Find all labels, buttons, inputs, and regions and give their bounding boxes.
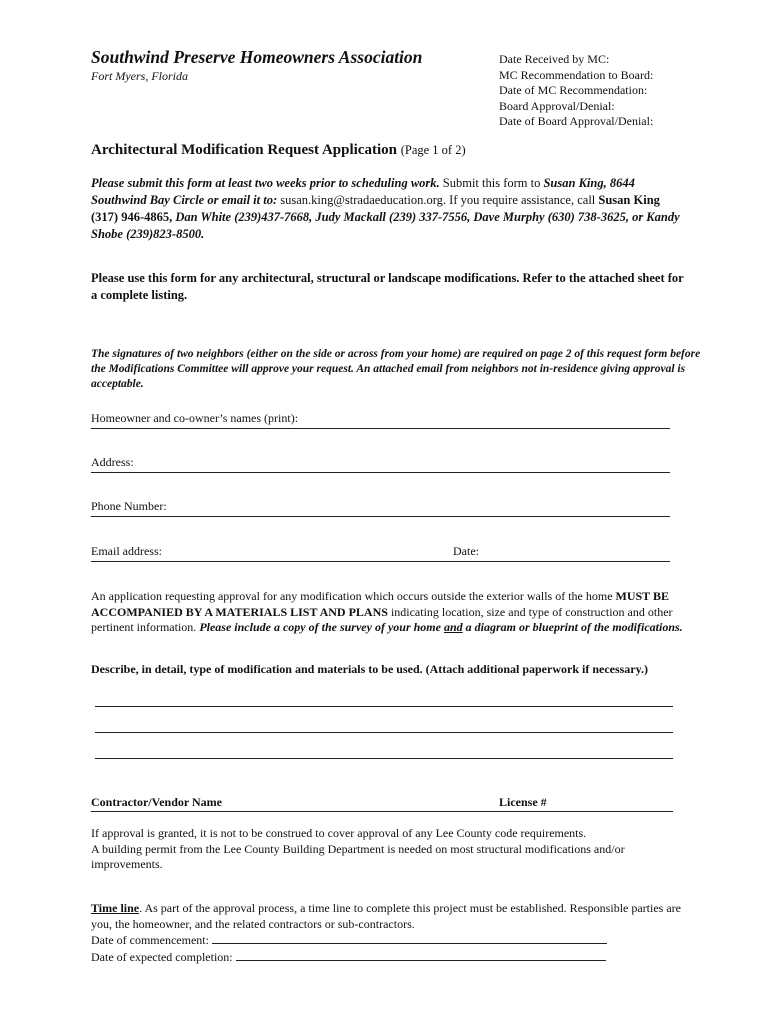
description-line-2[interactable] <box>95 732 673 733</box>
form-title <box>91 142 466 159</box>
admin-field-mc-recommendation: MC Recommendation to Board: <box>499 67 654 82</box>
describe-modification-label: Describe, in detail, type of modification and materials to be used. (Attach additional paperwork if necessary.) <box>91 662 648 676</box>
completion-label: Date of expected completion: <box>91 949 233 964</box>
submit-contact: Susan King, 8644 Southwind Bay Circle or email it to: <box>91 176 635 207</box>
diagram-request: a diagram or blueprint of the modifications. <box>465 620 683 634</box>
plans-requirement-note <box>91 589 696 636</box>
submission-instructions <box>91 175 681 243</box>
date-field-label: Date: <box>453 544 479 558</box>
address-field-label: Address: <box>91 455 134 469</box>
county-requirements-note <box>91 826 691 873</box>
contractor-field[interactable] <box>91 796 673 812</box>
survey-request: Please include a copy of the survey of your home <box>199 620 441 634</box>
contractor-name-label: Contractor/Vendor Name <box>91 795 222 809</box>
timeline-text: . As part of the approval process, a time line to complete this project must be established. Responsible parties are you, the homeowner, and the related contractors or sub-contractors. <box>91 901 681 931</box>
county-note-line2: A building permit from the Lee County Building Department is needed on most structural modifications and/or improvements. <box>91 841 625 871</box>
license-label: License # <box>499 795 547 809</box>
timeline-paragraph <box>91 901 691 932</box>
email-field-label: Email address: <box>91 544 162 558</box>
admin-field-date-mc-recommendation: Date of MC Recommendation: <box>499 83 648 97</box>
usage-note: Please use this form for any architectural, structural or landscape modifications. Refer to the attached sheet for a complete listing. <box>91 271 684 302</box>
timeline-section <box>91 901 691 965</box>
county-note-line1: If approval is granted, it is not to be construed to cover approval of any Lee County code requirements. <box>91 826 587 840</box>
primary-contact: Susan King (317) 946-4865, <box>91 193 660 224</box>
commencement-row <box>91 932 691 949</box>
names-field-label: Homeowner and co-owner’s names (print): <box>91 411 299 425</box>
submission-deadline: Please submit this form at least two weeks prior to scheduling work. <box>91 176 440 190</box>
admin-use-fields <box>499 52 653 130</box>
form-title-main: Architectural Modification Request Application <box>91 142 397 158</box>
plans-note-part1: An application requesting approval for any modification which occurs outside the exterior walls of the home <box>91 589 616 603</box>
association-location: Fort Myers, Florida <box>91 69 188 83</box>
plans-note-emphasis: MUST BE ACCOMPANIED BY A MATERIALS LIST AND PLANS <box>91 589 669 619</box>
admin-field-date-received: Date Received by MC: <box>499 52 610 66</box>
submit-email: susan.king@stradaeducation.org. If you require assistance, call <box>277 193 599 207</box>
timeline-label: Time line <box>91 901 140 915</box>
admin-field-board-approval: Board Approval/Denial: <box>499 98 615 113</box>
address-field[interactable] <box>91 455 670 473</box>
and-underlined: and <box>443 620 463 634</box>
email-date-field[interactable] <box>91 544 670 562</box>
phone-field-label: Phone Number: <box>91 499 167 513</box>
names-field[interactable] <box>91 411 670 429</box>
phone-field[interactable] <box>91 499 670 517</box>
form-page-indicator: (Page 1 of 2) <box>400 143 466 157</box>
completion-row <box>91 949 691 966</box>
submit-to-text: Submit this form to <box>439 176 544 190</box>
description-line-3[interactable] <box>95 758 673 759</box>
completion-blank[interactable] <box>236 949 606 961</box>
commencement-label: Date of commencement: <box>91 933 209 947</box>
other-contacts: Dan White (239)437-7668, Judy Mackall (239) 337-7556, Dave Murphy (630) 738-3625, or Kandy Shobe (239)823-8500. <box>91 210 680 241</box>
commencement-blank[interactable] <box>212 932 607 944</box>
description-line-1[interactable] <box>95 706 673 707</box>
neighbor-signature-note: The signatures of two neighbors (either on the side or across from your home) are required on page 2 of this request form before the Modifications Committee will approve your request. An attached email from neighbors not in-residence giving approval is acceptable. <box>91 348 701 390</box>
admin-field-date-board-approval: Date of Board Approval/Denial: <box>499 114 654 128</box>
plans-note-part3: indicating location, size and type of construction and other pertinent information. <box>91 604 673 634</box>
association-name: Southwind Preserve Homeowners Association <box>91 47 423 67</box>
